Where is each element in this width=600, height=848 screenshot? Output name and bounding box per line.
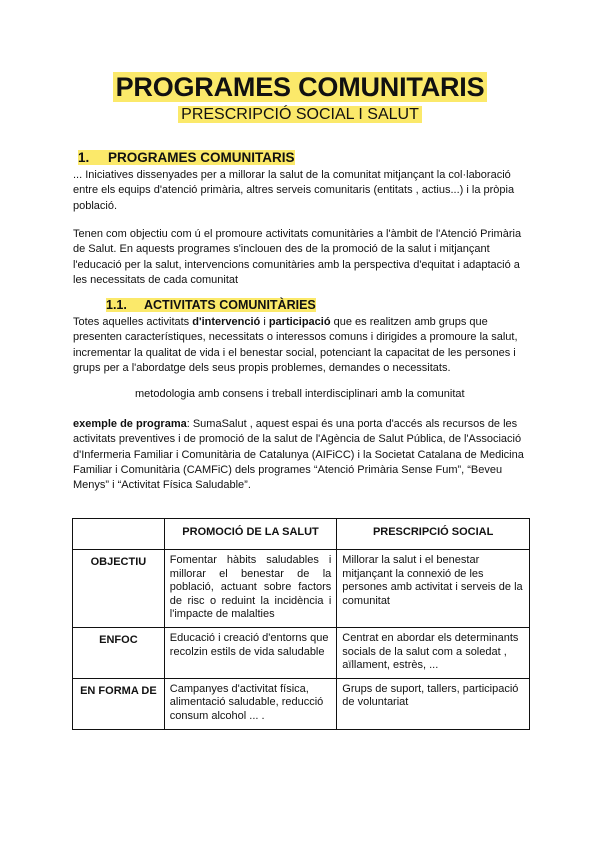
page-subtitle: PRESCRIPCIÓ SOCIAL I SALUT xyxy=(178,106,422,123)
cell-promocio: Fomentar hàbits saludables i millorar el benestar de la població, actuant sobre factors de risc o reduint la incidència i l'impacte de malalties xyxy=(164,550,337,628)
cell-prescripcio: Grups de suport, tallers, participació de voluntariat xyxy=(337,678,530,729)
table-header-prescripcio: PRESCRIPCIÓ SOCIAL xyxy=(337,519,530,550)
cell-promocio: Educació i creació d'entorns que recolzin estils de vida saludable xyxy=(164,627,337,678)
section-1-number: 1. xyxy=(78,150,90,165)
section-1-1-title: ACTIVITATS COMUNITÀRIES xyxy=(144,298,316,312)
table-row xyxy=(73,678,530,729)
cell-prescripcio: Centrat en abordar els determinants socials de la salut com a soledat , aïllament, estrès, ... xyxy=(337,627,530,678)
cell-promocio: Campanyes d'activitat física, alimentació saludable, reducció consum alcohol ... . xyxy=(164,678,337,729)
page-subtitle-wrap xyxy=(0,106,600,124)
cell-prescripcio: Millorar la salut i el benestar mitjançant la connexió de les persones amb activitat i serveis de la comunitat xyxy=(337,550,530,628)
section-1-1-paragraph xyxy=(73,315,535,376)
text-run: Totes aquelles activitats xyxy=(73,316,193,328)
section-1-heading xyxy=(78,150,295,165)
table-row xyxy=(73,627,530,678)
page-title: PROGRAMES COMUNITARIS xyxy=(113,72,488,102)
example-paragraph xyxy=(73,417,535,493)
row-label-enfoc: ENFOC xyxy=(73,627,165,678)
text-run: que es realitzen amb grups que presenten característiques, necessitats o interessos comuns i dirigides a promoure la salut, incrementar la qualitat de vida i el benestar social, potenciant la capacitat de les persones i grups per a l'abordatge dels seus propis problemes, demandes o necessitats. xyxy=(73,316,518,374)
section-1-title: PROGRAMES COMUNITARIS xyxy=(108,150,295,165)
bold-term-intervencio: d'intervenció xyxy=(192,316,261,328)
section-1-1-heading xyxy=(106,298,316,312)
section-1-paragraph-2: Tenen com objectiu com ú el promoure activitats comunitàries a l'àmbit de l'Atenció Primària de Salut. En aquests programes s'inclouen des de la promoció de la salut i mitjançant l'educació per la salut, intervencions comunitàries amb la perspectiva d'equitat i adaptació a les necessitats de cada comunitat xyxy=(73,228,522,286)
table-header-empty xyxy=(73,519,165,550)
table-row xyxy=(73,550,530,628)
example-label: exemple de programa xyxy=(73,418,187,430)
comparison-table xyxy=(72,518,530,730)
row-label-en-forma-de: EN FORMA DE xyxy=(73,678,165,729)
row-label-objectiu: OBJECTIU xyxy=(73,550,165,628)
methodology-note: metodologia amb consens i treball interdisciplinari amb la comunitat xyxy=(135,388,465,400)
table-header-promocio: PROMOCIÓ DE LA SALUT xyxy=(164,519,337,550)
section-1-1-number: 1.1. xyxy=(106,298,127,312)
bold-term-participacio: participació xyxy=(268,316,331,328)
table-header-row xyxy=(73,519,530,550)
example-text: : SumaSalut , aquest espai és una porta d'accés als recursos de les activitats preventives i de promoció de la salut de l'Agència de Salut Pública, de l'Associació d'Infermeria Familiar i Comunitària de Catalunya (AIFiCC) i la Societat Catalana de Medicina Familiar i Comunitària (CAMFiC) dels programes “Atenció Primària Sense Fum”, “Beveu Menys” i “Activitat Física Saludable”. xyxy=(73,418,524,492)
page-title-wrap xyxy=(0,72,600,103)
section-1-paragraph-1: ... Iniciatives dissenyades per a millorar la salut de la comunitat mitjançant la col·laboració entre els equips d'atenció primària, altres serveis comunitaris (entitats , actius...) i la pròpia població. xyxy=(73,169,515,212)
text-run: i xyxy=(260,316,269,328)
